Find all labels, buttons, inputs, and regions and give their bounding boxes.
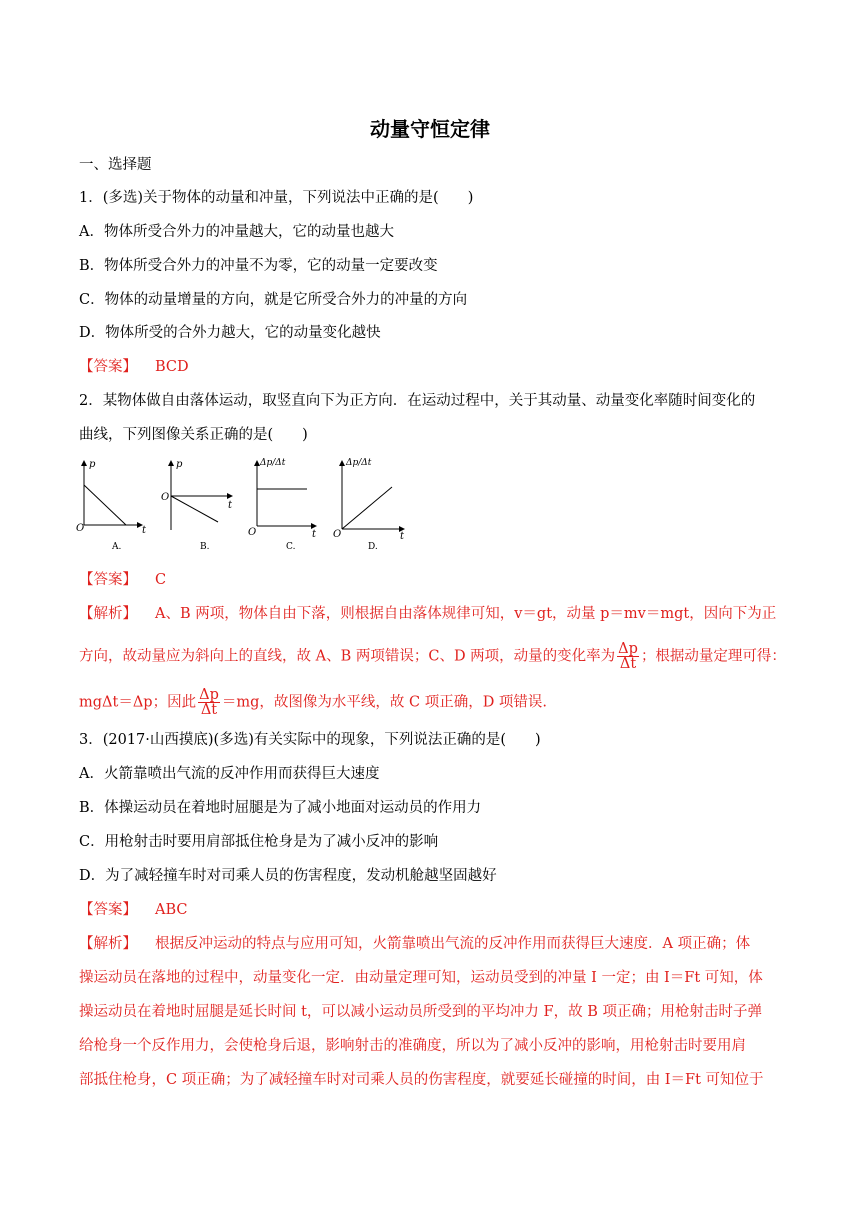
graph-d-ylabel: Δp/Δt bbox=[346, 458, 372, 468]
analysis-text: ＝mg，故图像为水平线，故 C 项正确，D 项错误. bbox=[221, 694, 548, 711]
graph-c-origin: O bbox=[248, 527, 257, 538]
graph-c-xlabel: t bbox=[312, 529, 317, 540]
q1-option-c: C．物体的动量增量的方向，就是它所受合外力的冲量的方向 bbox=[79, 292, 468, 308]
graph-b-xlabel: t bbox=[228, 500, 233, 511]
q3-analysis-line5: 部抵住枪身，C 项正确；为了减轻撞车时对司乘人员的伤害程度，就要延长碰撞的时间，由 I＝Ft 可知位于 bbox=[79, 1072, 764, 1088]
q3-analysis-line1 bbox=[79, 934, 750, 954]
fraction-denominator: Δt bbox=[619, 656, 637, 672]
fraction-dp-dt bbox=[198, 688, 220, 717]
q3-answer-row bbox=[79, 900, 188, 920]
q1-option-b: B．物体所受合外力的冲量不为零，它的动量一定要改变 bbox=[79, 258, 438, 274]
analysis-text: mgΔt＝Δp；因此 bbox=[79, 694, 197, 711]
graph-d-xlabel: t bbox=[400, 531, 405, 542]
analysis-text: 方向，故动量应为斜向上的直线，故 A、B 两项错误；C、D 两项，动量的变化率为 bbox=[79, 648, 616, 665]
analysis-text: 根据反冲运动的特点与应用可知，火箭靠喷出气流的反冲作用而获得巨大速度．A 项正确；体 bbox=[155, 936, 751, 952]
fraction-numerator: Δp bbox=[199, 687, 219, 703]
answer-tag: 【答案】 bbox=[79, 572, 137, 588]
fraction-denominator: Δt bbox=[200, 702, 218, 718]
q2-analysis-line1 bbox=[79, 604, 776, 624]
q2-analysis-line2 bbox=[79, 642, 786, 671]
q2-stem-line1: 2．某物体做自由落体运动，取竖直向下为正方向．在运动过程中，关于其动量、动量变化率随时间变化的 bbox=[79, 393, 756, 409]
graph-b bbox=[161, 459, 233, 552]
q3-analysis-line2: 操运动员在落地的过程中，动量变化一定．由动量定理可知，运动员受到的冲量 I 一定；由 I＝Ft 可知，体 bbox=[79, 970, 763, 986]
analysis-text: A、B 两项，物体自由下落，则根据自由落体规律可知，v＝gt，动量 p＝mv＝mgt，因向下为正 bbox=[155, 606, 777, 622]
q1-option-a: A．物体所受合外力的冲量越大，它的动量也越大 bbox=[79, 224, 394, 240]
answer-tag: 【答案】 bbox=[79, 359, 137, 375]
q2-stem-line2: 曲线，下列图像关系正确的是( ) bbox=[79, 427, 308, 443]
graph-a-caption: A. bbox=[112, 542, 122, 552]
q2-analysis-line3 bbox=[79, 688, 547, 717]
analysis-tag: 【解析】 bbox=[79, 606, 137, 622]
graph-a-ylabel: p bbox=[89, 459, 96, 470]
q3-option-d: D．为了减轻撞车时对司乘人员的伤害程度，发动机舱越坚固越好 bbox=[79, 868, 497, 884]
answer-tag: 【答案】 bbox=[79, 902, 137, 918]
q3-option-b: B．体操运动员在着地时屈腿是为了减小地面对运动员的作用力 bbox=[79, 800, 482, 816]
q2-graph-options bbox=[76, 455, 416, 555]
fraction-numerator: Δp bbox=[618, 641, 638, 657]
fraction-dp-dt bbox=[617, 642, 639, 671]
answer-value: BCD bbox=[155, 359, 189, 375]
q1-option-d: D．物体所受的合外力越大，它的动量变化越快 bbox=[79, 325, 381, 341]
q2-answer-row bbox=[79, 570, 166, 590]
q3-option-c: C．用枪射击时要用肩部抵住枪身是为了减小反冲的影响 bbox=[79, 834, 439, 850]
q1-stem: 1．(多选)关于物体的动量和冲量，下列说法中正确的是( ) bbox=[79, 190, 474, 206]
graphs-svg bbox=[76, 455, 416, 555]
graph-c-ylabel: Δp/Δt bbox=[260, 458, 286, 468]
q3-analysis-line4: 给枪身一个反作用力，会使枪身后退，影响射击的准确度，所以为了减小反冲的影响，用枪射击时要用肩 bbox=[79, 1038, 746, 1054]
section-heading: 一、选择题 bbox=[79, 157, 152, 173]
graph-a bbox=[76, 459, 147, 552]
analysis-text: ；根据动量定理可得： bbox=[640, 648, 786, 665]
graph-d bbox=[333, 458, 405, 552]
graph-c-caption: C. bbox=[286, 542, 296, 552]
graph-d-caption: D. bbox=[368, 542, 378, 552]
answer-value: ABC bbox=[155, 902, 188, 918]
graph-c bbox=[248, 458, 317, 552]
page-title: 动量守恒定律 bbox=[370, 117, 490, 141]
graph-a-xlabel: t bbox=[142, 525, 147, 536]
graph-b-origin: O bbox=[161, 492, 170, 503]
q3-stem: 3．(2017·山西摸底)(多选)有关实际中的现象，下列说法正确的是( ) bbox=[79, 732, 541, 748]
graph-b-ylabel: p bbox=[176, 459, 183, 470]
analysis-tag: 【解析】 bbox=[79, 936, 137, 952]
graph-a-origin: O bbox=[76, 523, 85, 534]
q3-option-a: A．火箭靠喷出气流的反冲作用而获得巨大速度 bbox=[79, 766, 380, 782]
answer-value: C bbox=[155, 572, 167, 588]
graph-b-caption: B. bbox=[200, 542, 210, 552]
q3-analysis-line3: 操运动员在着地时屈腿是延长时间 t，可以减小运动员所受到的平均冲力 F，故 B 项正确；用枪射击时子弹 bbox=[79, 1004, 762, 1020]
graph-d-origin: O bbox=[333, 529, 342, 540]
q1-answer-row bbox=[79, 357, 189, 377]
